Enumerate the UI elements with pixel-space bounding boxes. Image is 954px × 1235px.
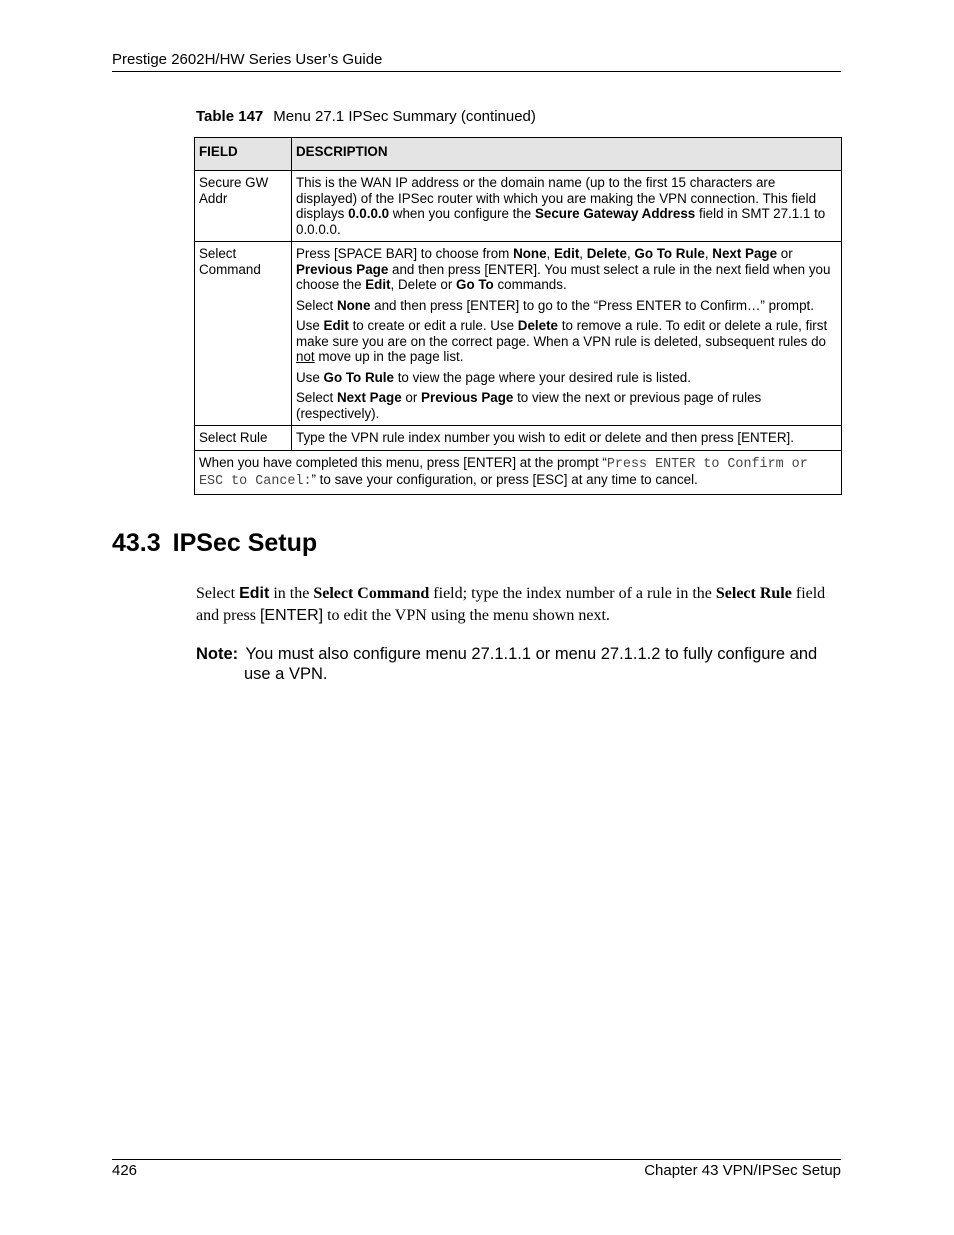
description-segment: Select — [296, 390, 337, 405]
table-footer-segment: Press ENTER to Confirm or ESC to Cancel: — [199, 456, 808, 489]
description-segment: Previous Page — [296, 261, 389, 277]
description-segment: and then press [ENTER]. You must select a rule in the next field when you choose the — [296, 261, 831, 292]
description-segment: Go To — [456, 277, 494, 292]
description-segment: 0.0.0.0 — [348, 206, 390, 221]
field-cell: Select Command — [195, 242, 292, 426]
body-segment: [ENTER] — [259, 607, 324, 624]
section-number: 43.3 — [112, 529, 161, 557]
description-segment: Previous Page — [421, 390, 514, 405]
body-segment: Select — [196, 585, 240, 602]
body-segment: field and press — [196, 585, 826, 624]
description-segment: when you configure the — [389, 206, 535, 221]
description-segment: field in SMT 27.1.1 to 0.0.0.0. — [296, 206, 826, 237]
note-label: Note: — [196, 645, 239, 663]
description-segment: Edit — [323, 318, 349, 333]
body-segment: Select Rule — [715, 585, 792, 602]
description-segment: , — [626, 246, 635, 261]
description-segment: , — [579, 246, 587, 261]
body-segment: field; type the index number of a rule in the — [429, 585, 716, 602]
description-segment: , — [704, 246, 713, 261]
description-paragraph — [296, 246, 837, 293]
running-header: Prestige 2602H/HW Series User’s Guide — [112, 51, 383, 68]
column-header-field: FIELD — [195, 138, 292, 171]
description-segment: not — [296, 349, 315, 364]
table-footer-segment: ” to save your configuration, or press [ESC] at any time to cancel. — [311, 472, 698, 487]
table-footer-row — [195, 450, 842, 494]
description-segment: Edit — [554, 246, 580, 261]
column-header-description: DESCRIPTION — [292, 138, 842, 171]
description-segment: Use — [296, 369, 324, 385]
description-segment: Next Page — [336, 390, 402, 405]
section-heading — [112, 529, 317, 558]
description-segment: None — [513, 246, 547, 261]
footer-divider — [112, 1159, 841, 1160]
description-segment: or — [777, 246, 793, 261]
description-segment: This is the WAN IP address or the domain name (up to the first 15 characters are displayed) of the IPSec router with which you are making the VPN connection. This field displays — [296, 175, 817, 221]
table-row — [195, 426, 842, 451]
table-caption-label: Table 147 — [196, 108, 264, 125]
description-segment: Type the VPN rule index number you wish to edit or delete and then press [ENTER]. — [296, 430, 794, 445]
description-segment: Next Page — [712, 246, 778, 261]
description-segment: to view the page where your desired rule is listed. — [393, 369, 691, 385]
page-number: 426 — [112, 1162, 138, 1179]
table-row — [195, 171, 842, 242]
body-paragraph — [196, 583, 841, 627]
table-header-row — [195, 138, 842, 171]
section-title: IPSec Setup — [172, 529, 318, 557]
description-paragraph — [296, 298, 837, 314]
description-segment: and then press [ENTER] to go to the “Press ENTER to Confirm…” prompt. — [370, 297, 814, 313]
description-cell — [292, 171, 842, 242]
description-segment: Go To Rule — [323, 369, 394, 385]
body-segment: Edit — [239, 585, 270, 602]
table-footer-segment: When you have completed this menu, press [ENTER] at the prompt “ — [199, 454, 607, 470]
description-segment: to remove a rule. To edit or delete a rule, first make sure you are on the correct page. When a VPN rule is deleted, subsequent rules do — [296, 318, 828, 349]
note-callout — [196, 644, 841, 684]
description-segment: , — [546, 246, 554, 261]
description-cell — [292, 242, 842, 426]
field-cell: Select Rule — [195, 426, 292, 451]
table-caption — [196, 108, 536, 125]
field-cell: Secure GW Addr — [195, 171, 292, 242]
body-segment: Select Command — [313, 585, 430, 602]
chapter-title: Chapter 43 VPN/IPSec Setup — [644, 1162, 841, 1179]
description-segment: , Delete or — [390, 277, 457, 292]
description-segment: Edit — [365, 277, 391, 292]
table-footer-cell — [195, 450, 842, 494]
description-segment: Select — [296, 297, 337, 313]
description-paragraph — [296, 318, 837, 365]
description-segment: or — [401, 390, 422, 405]
table-caption-title: Menu 27.1 IPSec Summary (continued) — [273, 108, 536, 125]
description-segment: Go To Rule — [634, 246, 705, 261]
description-segment: Delete — [586, 246, 627, 261]
description-segment: Secure Gateway Address — [534, 206, 696, 221]
header-divider — [112, 71, 841, 72]
description-segment: Press [SPACE BAR] to choose from — [296, 246, 514, 261]
description-paragraph — [296, 370, 837, 386]
ipsec-summary-table — [194, 137, 842, 495]
table-body — [195, 171, 842, 495]
description-segment: Use — [296, 318, 324, 333]
description-segment: to create or edit a rule. Use — [348, 318, 518, 333]
description-paragraph — [296, 175, 837, 237]
description-segment: None — [336, 297, 371, 313]
body-segment: in the — [269, 585, 314, 602]
description-segment: Delete — [517, 318, 558, 333]
description-segment: commands. — [493, 277, 567, 292]
table-row — [195, 242, 842, 426]
description-segment: to view the next or previous page of rules (respectively). — [296, 390, 762, 421]
description-segment: move up in the page list. — [314, 349, 464, 364]
description-paragraph — [296, 430, 837, 446]
body-segment: to edit the VPN using the menu shown next. — [323, 607, 610, 624]
note-text: You must also configure menu 27.1.1.1 or menu 27.1.1.2 to fully configure and use a VPN. — [244, 645, 818, 683]
description-cell — [292, 426, 842, 451]
description-paragraph — [296, 390, 837, 421]
